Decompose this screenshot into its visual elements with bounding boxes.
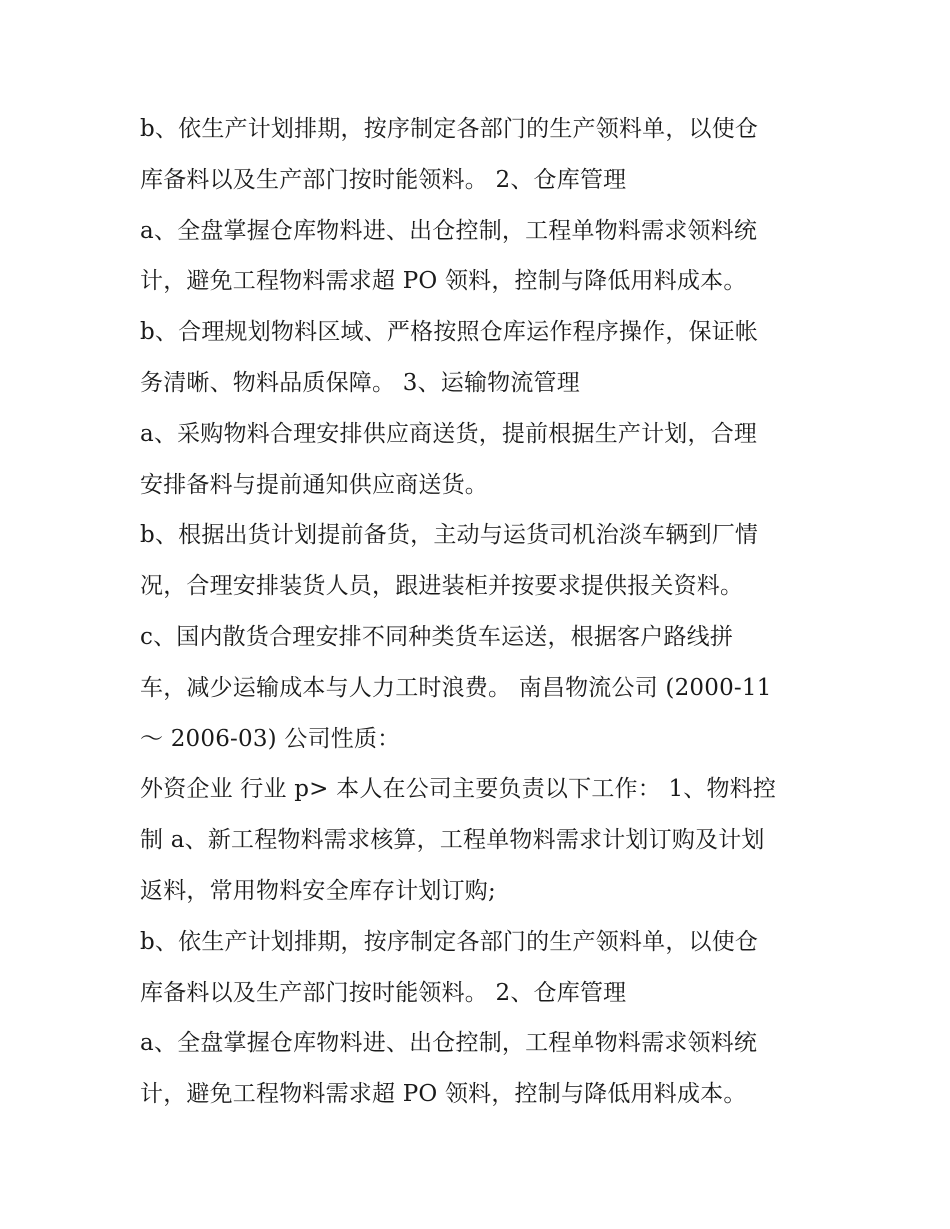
document-body (140, 104, 820, 1120)
text-line: 库备料以及生产部门按时能领料。 2、仓库管理 (140, 979, 627, 1006)
text-line: 况，合理安排装货人员，跟进装柜并按要求提供报关资料。 (140, 573, 744, 600)
text-line: a、全盘掌握仓库物料进、出仓控制，工程单物料需求领料统 (140, 217, 758, 244)
text-line: 库备料以及生产部门按时能领料。 2、仓库管理 (140, 166, 627, 193)
text-line: 外资企业 行业 p> 本人在公司主要负责以下工作： 1、物料控 (140, 776, 777, 803)
text-line: b、根据出货计划提前备货，主动与运货司机治淡车辆到厂情 (140, 522, 759, 549)
text-line: 车，减少运输成本与人力工时浪费。 南昌物流公司 (2000-11 (140, 674, 772, 701)
text-line: c、国内散货合理安排不同种类货车运送，根据客户路线拼 (140, 623, 734, 650)
text-line: b、合理规划物料区域、严格按照仓库运作程序操作，保证帐 (140, 319, 759, 346)
text-line: a、全盘掌握仓库物料进、出仓控制，工程单物料需求领料统 (140, 1030, 758, 1057)
text-line: a、采购物料合理安排供应商送货，提前根据生产计划，合理 (140, 420, 758, 447)
text-line: 计，避免工程物料需求超 PO 领料，控制与降低用料成本。 (140, 1081, 747, 1108)
text-line: 返料，常用物料安全库存计划订购; (140, 877, 496, 904)
text-line: 安排备料与提前通知供应商送货。 (140, 471, 488, 498)
text-line: 务清晰、物料品质保障。 3、运输物流管理 (140, 369, 580, 396)
text-line: b、依生产计划排期，按序制定各部门的生产领料单，以使仓 (140, 928, 759, 955)
text-line: 制 a、新工程物料需求核算，工程单物料需求计划订购及计划 (140, 827, 765, 854)
text-line: b、依生产计划排期，按序制定各部门的生产领料单，以使仓 (140, 116, 759, 142)
text-line: ～ 2006-03) 公司性质： (140, 725, 401, 752)
text-line: 计，避免工程物料需求超 PO 领料，控制与降低用料成本。 (140, 268, 747, 295)
